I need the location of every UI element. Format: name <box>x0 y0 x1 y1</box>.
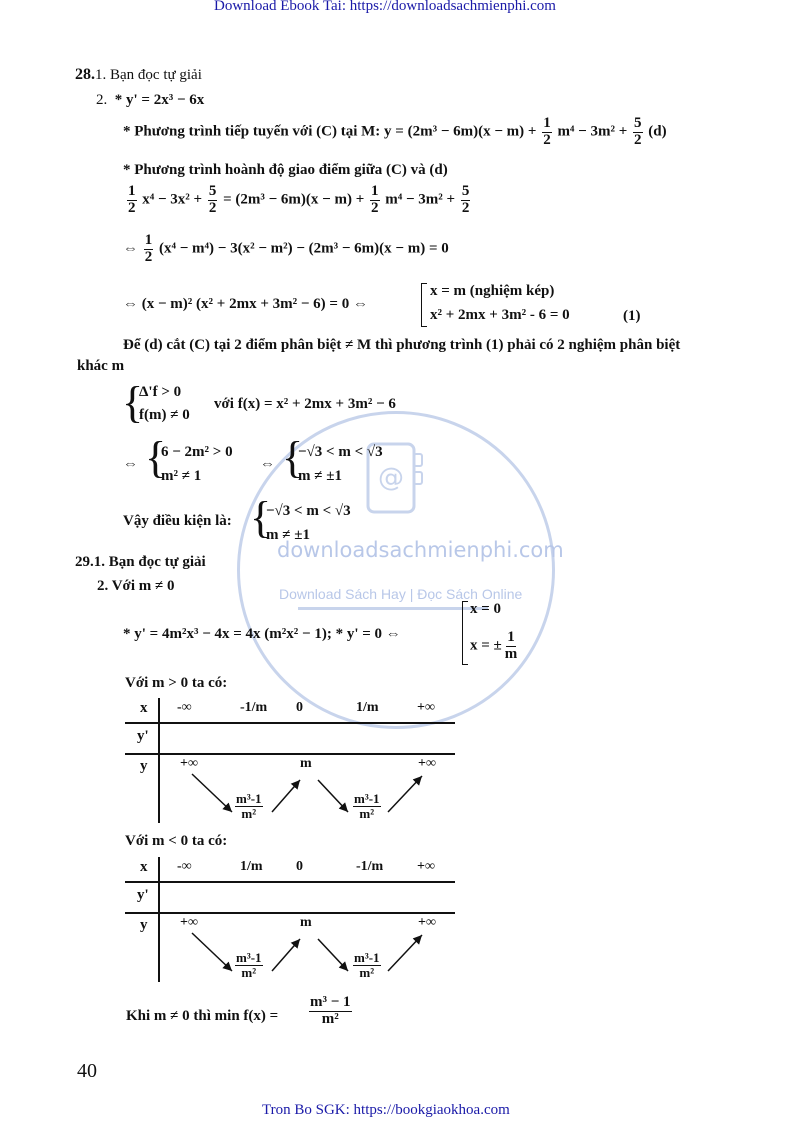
s29-derivative: * y' = 4m²x³ − 4x = 4x (m²x² − 1); * y' = 0 ⇔ <box>123 626 401 642</box>
table-y-min-den: m² <box>241 964 257 980</box>
s28-eq3-case1: x = m (nghiệm kép) <box>430 283 555 299</box>
s29-case-negative: Với m < 0 ta có: <box>125 833 228 849</box>
s28-sys1-with: với f(x) = x² + 2mx + 3m² − 6 <box>214 396 396 412</box>
s28-sys3-iff: ⇔ <box>260 456 275 472</box>
table-x-value: 1/m <box>240 859 263 874</box>
s28-conclusion-brace: { <box>250 493 272 542</box>
s28-condition-text-1: Để (d) cắt (C) tại 2 điểm phân biệt ≠ M thì phương trình (1) phải có 2 nghiệm phân biệt <box>123 337 681 353</box>
s28-tangent-line: * Phương trình tiếp tuyến với (C) tại M: y = (2m³ − 6m)(x − m) + $\frac{1}{2}$ m⁴ − 3m² + $\frac{5}{2}$ (d) <box>123 115 667 148</box>
s28-part2: 2. * y' = 2x³ − 6x <box>96 92 205 108</box>
table-label-yprime: y' <box>137 728 149 744</box>
table-y-min-den: m² <box>241 805 257 821</box>
table-x-value: 0 <box>296 700 303 715</box>
table-label-yprime: y' <box>137 887 149 903</box>
s28-sys3-line2: m ≠ ±1 <box>298 468 342 484</box>
s29-heading: 29.1. Bạn đọc tự giải <box>75 554 206 570</box>
s28-eq3-bracket <box>421 283 427 327</box>
s29-final-label: Khi m ≠ 0 thì min f(x) = <box>126 1008 279 1024</box>
watermark-tagline: Download Sách Hay | Đọc Sách Online <box>279 586 523 602</box>
table-hline <box>125 753 455 755</box>
table-y-min-num: m³-1 <box>236 791 262 806</box>
table-y-value: +∞ <box>418 756 436 771</box>
table-y-value: +∞ <box>180 756 198 771</box>
s29-final-fraction: $\frac{\text{m³ − 1}}{\text{m²}}$ <box>310 994 351 1027</box>
s28-heading: 28.1. Bạn đọc tự giải <box>75 66 202 83</box>
s29-root-2: x = ± $\frac{1}{m}$ <box>470 629 518 662</box>
s28-equation-1: $\frac{1}{2}$ x⁴ − 3x² + $\frac{5}{2}$ = (2m³ − 6m)(x − m) + $\frac{1}{2}$ m⁴ − 3m² + $\frac{5}{2}$ <box>128 183 470 216</box>
s28-conclusion-label: Vậy điều kiện là: <box>123 513 232 529</box>
s29-roots-bracket <box>462 601 468 665</box>
s28-eq3-tag: (1) <box>623 308 641 324</box>
table-hline <box>125 722 455 724</box>
s29-part2: 2. Với m ≠ 0 <box>97 578 175 594</box>
table-y-value: m <box>300 915 312 930</box>
s28-sys2-line1: 6 − 2m² > 0 <box>161 444 233 460</box>
table-x-value: 1/m <box>356 700 379 715</box>
s29-case-positive: Với m > 0 ta có: <box>125 675 228 691</box>
s28-sys2-brace: { <box>145 433 167 482</box>
s28-sys1-brace: { <box>122 378 144 427</box>
table-y-min-num: m³-1 <box>354 950 380 965</box>
table-arrows <box>160 927 460 987</box>
s28-conclusion-line2: m ≠ ±1 <box>266 527 310 543</box>
table-label-x: x <box>140 700 148 716</box>
table-label-x: x <box>140 859 148 875</box>
s28-sys2-line2: m² ≠ 1 <box>161 468 202 484</box>
s28-equation-2: ⇔ $\frac{1}{2}$ (x⁴ − m⁴) − 3(x² − m²) − (2m³ − 6m)(x − m) = 0 <box>123 232 449 265</box>
footer-sgk-link[interactable]: Tron Bo SGK: https://bookgiaokhoa.com <box>262 1102 510 1118</box>
s28-eq3-case2: x² + 2mx + 3m² - 6 = 0 <box>430 307 570 323</box>
s28-sys2-iff: ⇔ <box>123 456 138 472</box>
s28-sys1-line2: f(m) ≠ 0 <box>139 407 190 423</box>
s28-sys3-brace: { <box>282 433 304 482</box>
s29-root-1: x = 0 <box>470 601 502 617</box>
table-x-value: -∞ <box>177 700 192 715</box>
table-y-value: +∞ <box>180 915 198 930</box>
s28-sys3-line1: −√3 < m < √3 <box>298 444 383 460</box>
table-x-value: -1/m <box>356 859 384 874</box>
table-x-value: +∞ <box>417 700 435 715</box>
s28-conclusion-line1: −√3 < m < √3 <box>266 503 351 519</box>
table-arrows <box>160 768 460 828</box>
header-download-link[interactable]: Download Ebook Tai: https://downloadsachmienphi.com <box>214 0 556 14</box>
s28-condition-text-2: khác m <box>77 358 125 374</box>
table-hline <box>125 881 455 883</box>
table-label-y: y <box>140 917 148 933</box>
table-hline <box>125 912 455 914</box>
table-x-value: -∞ <box>177 859 192 874</box>
s28-intersect-label: * Phương trình hoành độ giao điểm giữa (C) và (d) <box>123 162 448 178</box>
table-x-value: 0 <box>296 859 303 874</box>
table-y-value: +∞ <box>418 915 436 930</box>
table-x-value: -1/m <box>240 700 268 715</box>
s28-equation-3: ⇔ (x − m)² (x² + 2mx + 3m² − 6) = 0 ⇔ <box>123 296 368 312</box>
watermark-brand: downloadsachmienphi.com <box>277 538 564 562</box>
table-y-min-num: m³-1 <box>236 950 262 965</box>
table-y-value: m <box>300 756 312 771</box>
s28-sys1-line1: Δ'f > 0 <box>139 384 182 400</box>
svg-text:@: @ <box>378 463 404 493</box>
table-x-value: +∞ <box>417 859 435 874</box>
table-y-min-num: m³-1 <box>354 791 380 806</box>
table-y-min-den: m² <box>359 805 375 821</box>
table-label-y: y <box>140 758 148 774</box>
page-number: 40 <box>77 1060 97 1082</box>
watermark-underline <box>298 607 488 610</box>
table-y-min-den: m² <box>359 964 375 980</box>
